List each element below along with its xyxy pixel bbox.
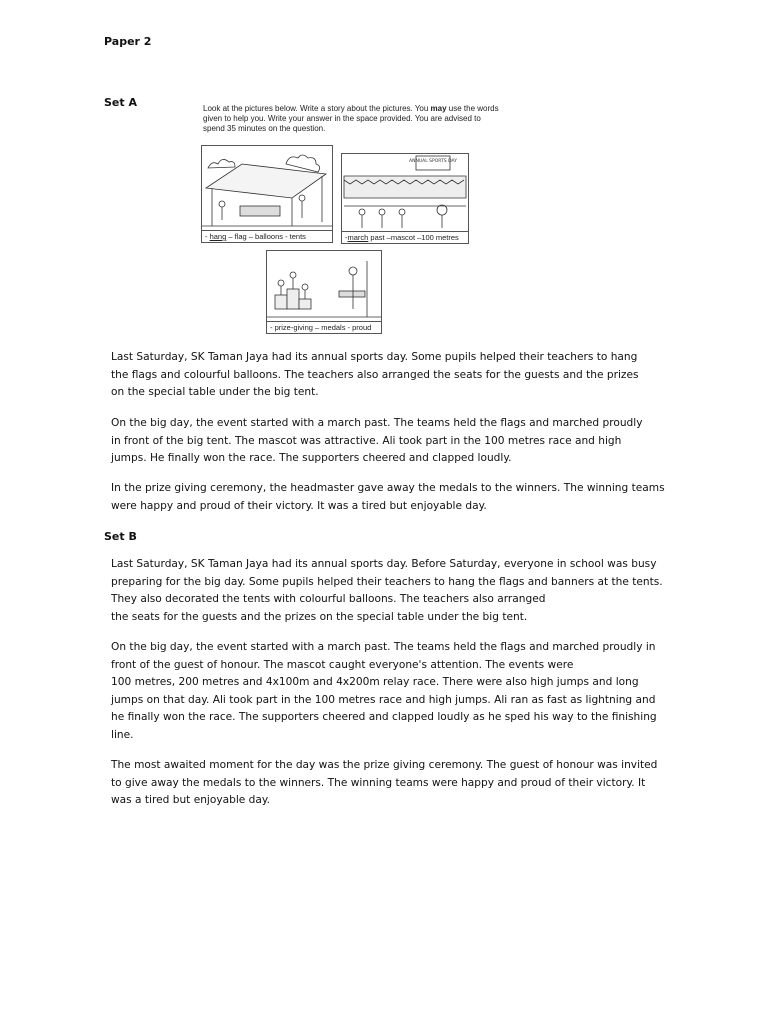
banner-text: ANNUAL SPORTS DAY xyxy=(409,159,457,164)
set-a-paragraph-2: On the big day, the event started with a march past. The teams held the flags and marched proudly in front of the big tent. The mascot was attractive. Ali took part in the 100 metres race and high jumps. He finally won the race. The supporters cheered and clapped loudly. xyxy=(111,417,643,465)
picture-tent-caption xyxy=(202,230,332,243)
caption-tent-word: hang xyxy=(209,232,227,241)
picture-march-past xyxy=(341,153,469,244)
set-a-paragraph-3: In the prize giving ceremony, the headmaster gave away the medals to the winners. The winning teams were happy and proud of their victory. It was a tired but enjoyable day. xyxy=(111,482,665,512)
instructions-line1-bold: may xyxy=(430,104,447,113)
set-b-label: Set B xyxy=(104,530,137,543)
instructions-line1-post: use the words xyxy=(446,104,499,113)
instructions-line2: given to help you. Write your answer in the space provided. You are advised to xyxy=(203,114,481,123)
set-b-paragraph-1: Last Saturday, SK Taman Jaya had its annual sports day. Before Saturday, everyone in school was busy preparing for the big day. Some pupils helped their teachers to hang the flags and banners at the tents. They also decorated the tents with colourful balloons. The teachers also arranged the seats for the guests and the prizes on the special table under the big tent. xyxy=(111,558,663,623)
march-past-illustration xyxy=(342,154,468,231)
set-b-paragraph-2: On the big day, the event started with a march past. The teams held the flags and marched proudly in front of the guest of honour. The mascot caught everyone's attention. The events were 100 metres, 200 metres and 4x100m and 4x200m relay race. There were also high jumps and long jumps on that day. Ali took part in the 100 metres race and high jumps. Ali ran as fast as lightning and he finally won the race. The supporters cheered and clapped loudly as he sped his way to the finishing line. xyxy=(111,641,657,741)
caption-march-word: march xyxy=(347,233,369,242)
picture-prize-giving xyxy=(266,250,382,334)
caption-march-pre: - xyxy=(345,233,348,242)
caption-tent-post: – flag – balloons - tents xyxy=(226,232,306,241)
set-a-paragraph-1: Last Saturday, SK Taman Jaya had its annual sports day. Some pupils helped their teachers to hang the flags and colourful balloons. The teachers also arranged the seats for the guests and the prizes on the special table under the big tent. xyxy=(111,351,639,399)
set-a-label: Set A xyxy=(104,96,137,109)
picture-march-caption xyxy=(342,231,468,244)
instructions-line3: spend 35 minutes on the question. xyxy=(203,124,326,133)
caption-march-post: past –mascot –100 metres xyxy=(368,233,459,242)
instructions-line1-pre: Look at the pictures below. Write a story about the pictures. You xyxy=(203,104,431,113)
tent-illustration xyxy=(202,146,332,230)
caption-prize-pre: - prize-giving – medals - proud xyxy=(270,323,372,332)
caption-tent-pre: - xyxy=(205,232,210,241)
picture-prize-caption xyxy=(267,321,381,334)
set-b-paragraph-3: The most awaited moment for the day was the prize giving ceremony. The guest of honour was invited to give away the medals to the winners. The winning teams were happy and proud of their victory. It was a tired but enjoyable day. xyxy=(111,759,658,807)
prize-giving-illustration xyxy=(267,251,381,321)
picture-tent xyxy=(201,145,333,243)
instructions xyxy=(203,104,503,134)
paper-label: Paper 2 xyxy=(104,35,152,48)
